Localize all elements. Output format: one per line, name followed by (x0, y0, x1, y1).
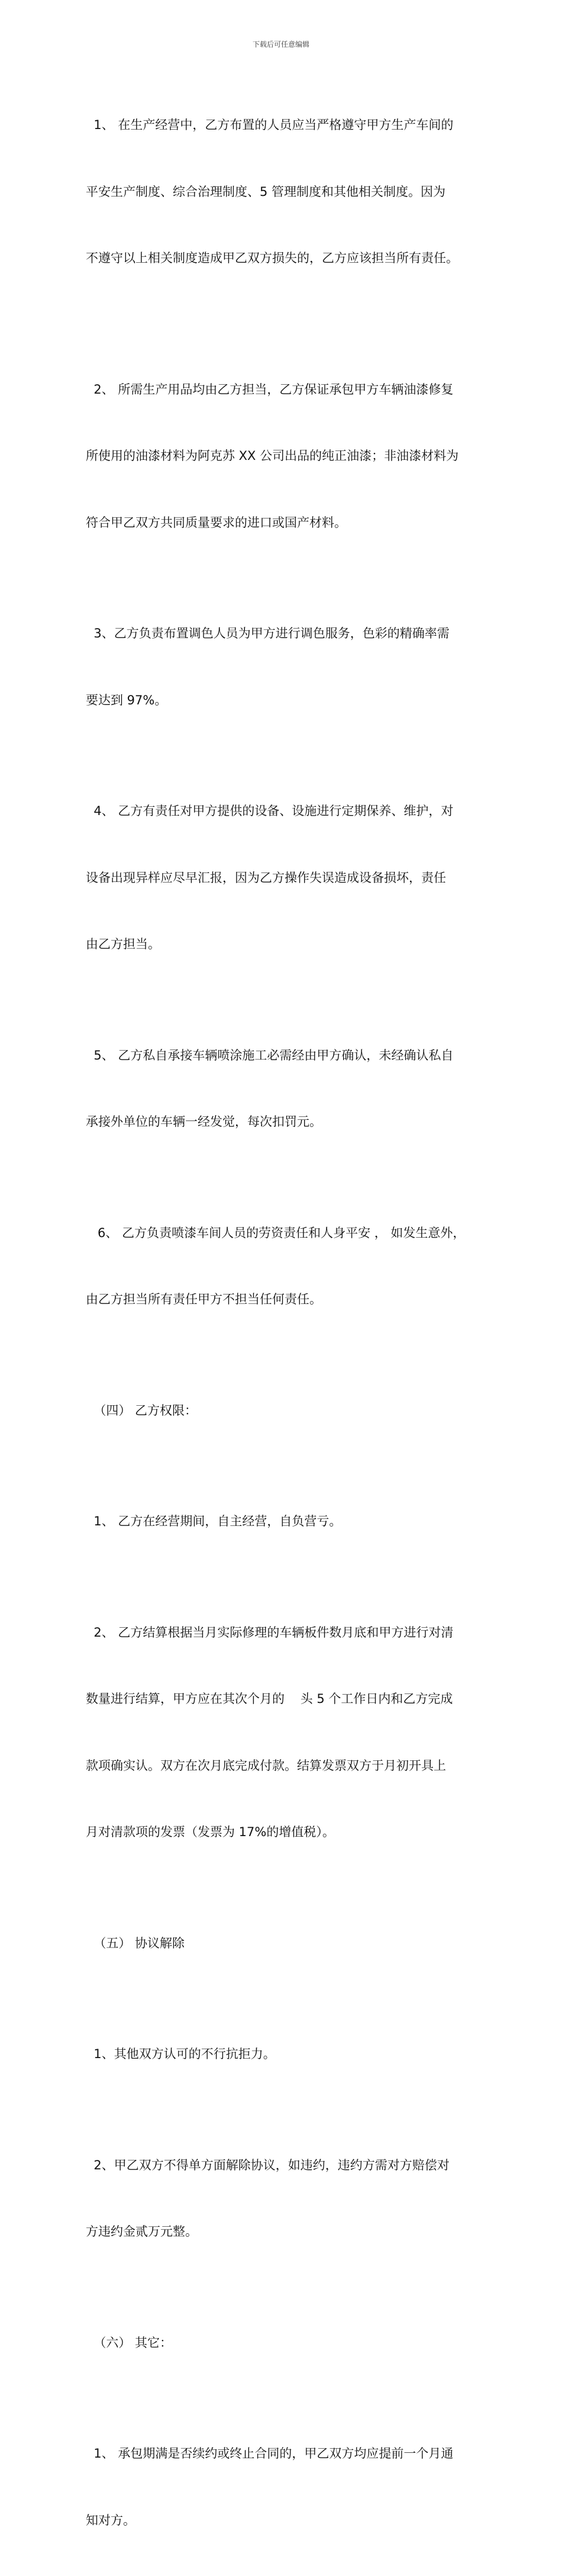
line: 不遵守以上相关制度造成甲乙双方损失的，乙方应该担当所有责任。 (86, 251, 458, 265)
line: 6、 乙方负责喷漆车间人员的劳资责任和人身平安 ， 如发生意外， (86, 1225, 466, 1240)
line: 3、乙方负责布置调色人员为甲方进行调色服务，色彩的精确率需 (86, 626, 450, 640)
clause-5-2 (86, 2110, 488, 2288)
line: 由乙方担当。 (86, 937, 160, 951)
clause-1-1 (86, 70, 488, 314)
line: 平安生产制度、综合治理制度、5 管理制度和其他相关制度。因为 (86, 184, 446, 199)
section-heading-6 (86, 2288, 488, 2399)
document-body (86, 70, 488, 2576)
line: 设备出现异样应尽早汇报，因为乙方操作失误造成设备损坏，责任 (86, 870, 446, 885)
clause-1-3 (86, 578, 488, 756)
line: 2、 乙方结算根据当月实际修理的车辆板件数月底和甲方进行对清 (86, 1625, 454, 1640)
clause-1-6 (86, 1178, 488, 1355)
page-header: 下载后可任意编辑 (252, 40, 309, 49)
line: （五） 协议解除 (86, 1936, 185, 1950)
clause-5-1 (86, 1999, 488, 2110)
line: 1、 在生产经营中，乙方布置的人员应当严格遵守甲方生产车间的 (86, 118, 454, 132)
line: 款项确实认。双方在次月底完成付款。结算发票双方于月初开具上 (86, 1758, 446, 1773)
line: 符合甲乙双方共同质量要求的进口或国产材料。 (86, 515, 347, 530)
line: 1、 承包期满是否续约或终止合同的，甲乙双方均应提前一个月通 (86, 2446, 454, 2461)
clause-4-2 (86, 1577, 488, 1888)
line: 由乙方担当所有责任甲方不担当任何责任。 (86, 1292, 322, 1306)
line: 所使用的油漆材料为阿克苏 XX 公司出品的纯正油漆；非油漆材料为 (86, 449, 459, 463)
line: 承接外单位的车辆一经发觉，每次扣罚元。 (86, 1115, 322, 1129)
clause-6-1 (86, 2398, 488, 2576)
line: 1、 乙方在经营期间，自主经营，自负营亏。 (86, 1514, 342, 1528)
section-heading-5 (86, 1888, 488, 1999)
line: 月对清款项的发票（发票为 17%的增值税）。 (86, 1825, 335, 1839)
line: （四） 乙方权限： (86, 1403, 198, 1418)
clause-1-2 (86, 334, 488, 579)
line: （六） 其它： (86, 2335, 173, 2350)
line: 2、 所需生产用品均由乙方担当，乙方保证承包甲方车辆油漆修复 (86, 382, 454, 397)
clause-4-1 (86, 1466, 488, 1577)
clause-1-5 (86, 1000, 488, 1178)
clause-1-4 (86, 756, 488, 1000)
line: 要达到 97%。 (86, 693, 167, 707)
line: 方违约金贰万元整。 (86, 2224, 198, 2239)
line: 4、 乙方有责任对甲方提供的设备、设施进行定期保养、维护，对 (86, 804, 454, 818)
section-heading-4 (86, 1355, 488, 1467)
line: 1、其他双方认可的不行抗拒力。 (86, 2047, 276, 2061)
line: 数量进行结算，甲方应在其次个月的 头 5 个工作日内和乙方完成 (86, 1692, 453, 1706)
line: 2、甲乙双方不得单方面解除协议，如违约，违约方需对方赔偿对 (86, 2158, 450, 2172)
line: 5、 乙方私自承接车辆喷涂施工必需经由甲方确认，未经确认私自 (86, 1048, 454, 1062)
line: 知对方。 (86, 2513, 135, 2527)
